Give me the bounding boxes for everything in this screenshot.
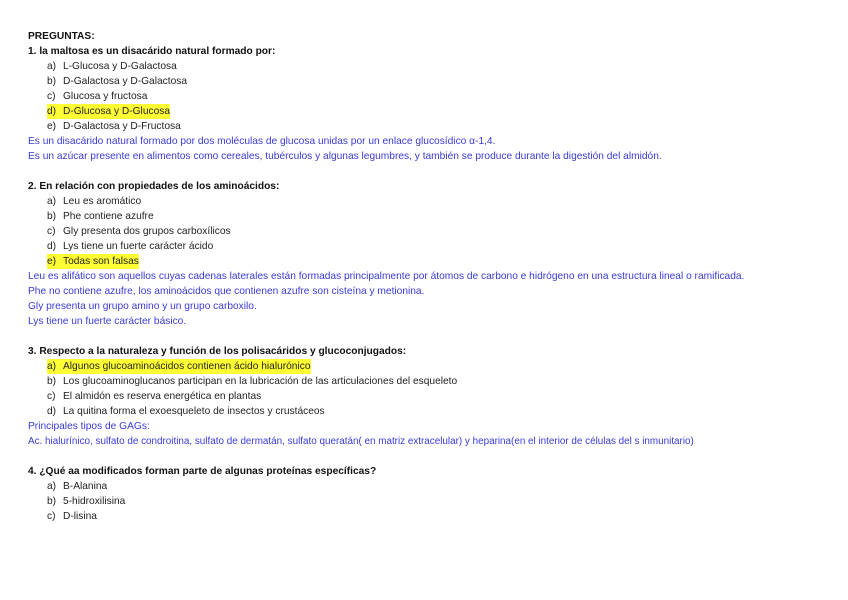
option-text: D-Galactosa y D-Fructosa: [63, 121, 181, 132]
page-title: PREGUNTAS:: [28, 31, 95, 42]
option-text: Algunos glucoaminoácidos contienen ácido hialurónico: [63, 361, 311, 372]
option-text: B-Alanina: [63, 481, 108, 492]
option-c: [28, 389, 828, 404]
explanation-note: Ac. hialurínico, sulfato de condroitina, sulfato de dermatán, sulfato queratán( en matriz extracelular) y heparina(en el interior de células del s inmunitario): [28, 436, 694, 447]
option-letter: d): [47, 241, 57, 252]
option-a: [28, 194, 828, 209]
option-b: [28, 209, 828, 224]
option-letter: c): [47, 91, 56, 102]
explanation-note: Lys tiene un fuerte carácter básico.: [28, 316, 187, 327]
explanation-note: Leu es alifático son aquellos cuyas cadenas laterales están formadas principalmente por átomos de carbono e hidrógeno en una estructura lineal o ramificada.: [28, 271, 745, 282]
option-text: Phe contiene azufre: [63, 211, 154, 222]
explanation-note: Es un azúcar presente en alimentos como cereales, tubérculos y algunas legumbres, y también se produce durante la digestión del almidón.: [28, 151, 662, 162]
question-2: [28, 179, 828, 329]
option-text: El almidón es reserva energética en plantas: [63, 391, 262, 402]
option-letter: a): [47, 61, 57, 72]
option-letter: e): [47, 121, 57, 132]
option-letter: b): [47, 376, 57, 387]
option-letter: c): [47, 511, 56, 522]
explanation-note: Es un disacárido natural formado por dos moléculas de glucosa unidas por un enlace glucosídico α-1,4.: [28, 136, 496, 147]
option-text: La quitina forma el exoesqueleto de insectos y crustáceos: [63, 406, 325, 417]
option-e: [28, 119, 828, 134]
option-text: Los glucoaminoglucanos participan en la lubricación de las articulaciones del esqueleto: [63, 376, 458, 387]
explanation-note: Gly presenta un grupo amino y un grupo carboxilo.: [28, 301, 257, 312]
option-a-highlighted: [28, 359, 828, 374]
option-letter: e): [47, 256, 57, 267]
option-text: Lys tiene un fuerte carácter ácido: [63, 241, 214, 252]
document-content: [28, 29, 828, 524]
option-text: Glucosa y fructosa: [63, 91, 148, 102]
option-text: Leu es aromático: [63, 196, 142, 207]
option-e-highlighted: [28, 254, 828, 269]
option-d: [28, 239, 828, 254]
option-b: [28, 494, 828, 509]
question-prompt: 2. En relación con propiedades de los aminoácidos:: [28, 181, 280, 192]
option-letter: a): [47, 196, 57, 207]
question-prompt: 3. Respecto a la naturaleza y función de los polisacáridos y glucoconjugados:: [28, 346, 407, 357]
option-d-highlighted: [28, 104, 828, 119]
option-text: 5-hidroxilisina: [63, 496, 126, 507]
option-text: Gly presenta dos grupos carboxílicos: [63, 226, 231, 237]
option-letter: d): [47, 106, 57, 117]
option-letter: d): [47, 406, 57, 417]
question-3: [28, 344, 828, 449]
option-letter: a): [47, 361, 57, 372]
option-text: D-Glucosa y D-Glucosa: [63, 106, 170, 117]
option-text: Todas son falsas: [63, 256, 139, 267]
option-b: [28, 74, 828, 89]
question-prompt: 1. la maltosa es un disacárido natural formado por:: [28, 46, 276, 57]
question-4: [28, 464, 828, 524]
option-a: [28, 479, 828, 494]
option-text: D-lisina: [63, 511, 97, 522]
option-letter: c): [47, 391, 56, 402]
option-d: [28, 404, 828, 419]
explanation-note: Phe no contiene azufre, los aminoácidos que contienen azufre son cisteína y metionina.: [28, 286, 425, 297]
explanation-note: Principales tipos de GAGs:: [28, 421, 150, 432]
option-letter: b): [47, 496, 57, 507]
option-c: [28, 509, 828, 524]
question-prompt: 4. ¿Qué aa modificados forman parte de algunas proteínas específicas?: [28, 466, 377, 477]
option-letter: c): [47, 226, 56, 237]
option-text: D-Galactosa y D-Galactosa: [63, 76, 187, 87]
option-letter: b): [47, 211, 57, 222]
option-b: [28, 374, 828, 389]
option-c: [28, 224, 828, 239]
option-a: [28, 59, 828, 74]
option-letter: b): [47, 76, 57, 87]
option-c: [28, 89, 828, 104]
option-text: L-Glucosa y D-Galactosa: [63, 61, 177, 72]
question-1: [28, 44, 828, 164]
option-letter: a): [47, 481, 57, 492]
